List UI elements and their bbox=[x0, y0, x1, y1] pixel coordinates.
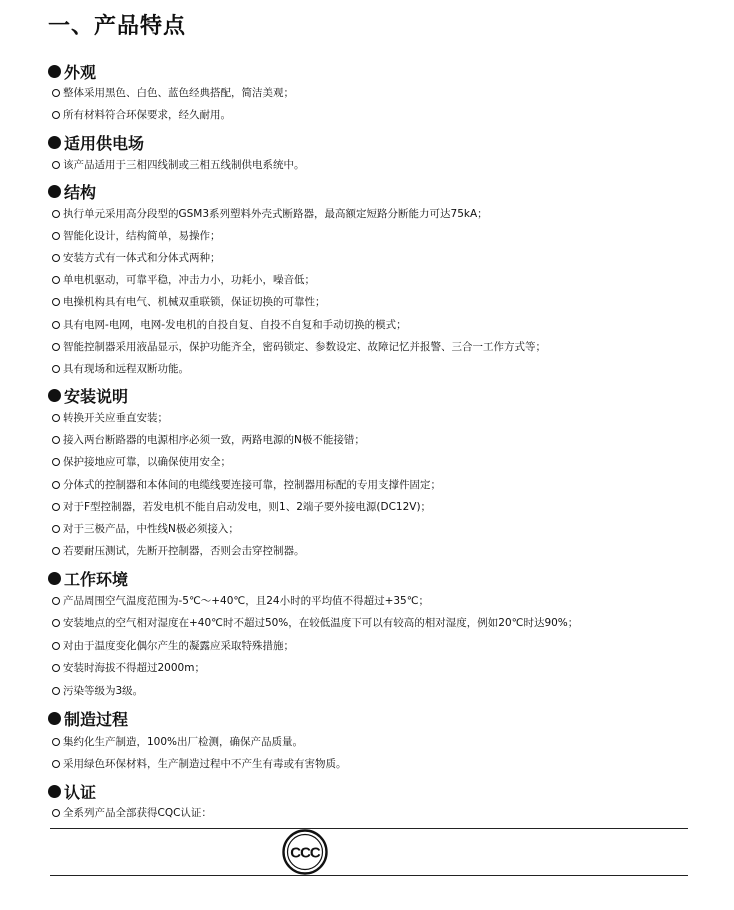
section-heading-label: 认证 bbox=[64, 783, 97, 802]
list-item-text: 智能化设计，结构简单，易操作； bbox=[63, 230, 221, 242]
circle-bullet-icon bbox=[52, 547, 60, 555]
list-item-text: 采用绿色环保材料，生产制造过程中不产生有毒或有害物质。 bbox=[63, 758, 347, 770]
bullet-dot-icon bbox=[48, 185, 61, 198]
list-item-text: 污染等级为3级。 bbox=[63, 685, 144, 697]
list-item bbox=[52, 295, 326, 309]
section-heading-power-supply bbox=[48, 131, 144, 154]
circle-bullet-icon bbox=[52, 254, 60, 262]
bullet-dot-icon bbox=[48, 65, 61, 78]
list-item bbox=[52, 362, 189, 376]
list-item-text: 转换开关应垂直安装； bbox=[63, 412, 168, 424]
list-item bbox=[52, 411, 168, 425]
page-title: 一、产品特点 bbox=[48, 14, 187, 39]
list-item-text: 对由于温度变化偶尔产生的凝露应采取特殊措施； bbox=[63, 640, 294, 652]
section-heading-label: 适用供电场 bbox=[64, 134, 145, 153]
list-item bbox=[52, 86, 294, 100]
list-item-text: 分体式的控制器和本体间的电缆线要连接可靠，控制器用标配的专用支撑件固定； bbox=[63, 479, 441, 491]
list-item-text: 全系列产品全部获得CQC认证： bbox=[63, 807, 212, 819]
list-item-text: 安装方式有一体式和分体式两种； bbox=[63, 252, 221, 264]
circle-bullet-icon bbox=[52, 276, 60, 284]
bullet-dot-icon bbox=[48, 389, 61, 402]
bullet-dot-icon bbox=[48, 572, 61, 585]
list-item bbox=[52, 318, 407, 332]
list-item bbox=[52, 455, 231, 469]
circle-bullet-icon bbox=[52, 642, 60, 650]
section-heading-structure bbox=[48, 180, 96, 203]
list-item bbox=[52, 340, 546, 354]
circle-bullet-icon bbox=[52, 365, 60, 373]
circle-bullet-icon bbox=[52, 414, 60, 422]
bullet-dot-icon bbox=[48, 785, 61, 798]
circle-bullet-icon bbox=[52, 321, 60, 329]
list-item-text: 若要耐压测试，先断开控制器，否则会击穿控制器。 bbox=[63, 545, 305, 557]
list-item bbox=[52, 478, 441, 492]
list-item bbox=[52, 684, 143, 698]
circle-bullet-icon bbox=[52, 760, 60, 768]
circle-bullet-icon bbox=[52, 664, 60, 672]
list-item bbox=[52, 639, 294, 653]
list-item bbox=[52, 229, 221, 243]
circle-bullet-icon bbox=[52, 619, 60, 627]
list-item-text: 安装地点的空气相对湿度在+40℃时不超过50%，在较低温度下可以有较高的相对湿度，例如20℃时达90%； bbox=[63, 617, 579, 629]
circle-bullet-icon bbox=[52, 436, 60, 444]
list-item-text: 产品周围空气温度范围为-5℃～+40℃，且24小时的平均值不得超过+35℃； bbox=[63, 595, 430, 607]
list-item bbox=[52, 207, 488, 221]
list-item-text: 安装时海拔不得超过2000m； bbox=[63, 662, 205, 674]
section-heading-label: 结构 bbox=[64, 183, 97, 202]
list-item-text: 单电机驱动，可靠平稳，冲击力小，功耗小，噪音低； bbox=[63, 274, 315, 286]
list-item-text: 电操机构具有电气、机械双重联锁，保证切换的可靠性； bbox=[63, 296, 326, 308]
circle-bullet-icon bbox=[52, 525, 60, 533]
circle-bullet-icon bbox=[52, 232, 60, 240]
divider-top bbox=[50, 828, 688, 829]
list-item bbox=[52, 433, 365, 447]
ccc-logo-text: CCC bbox=[290, 844, 320, 862]
list-item bbox=[52, 616, 578, 630]
circle-bullet-icon bbox=[52, 458, 60, 466]
circle-bullet-icon bbox=[52, 597, 60, 605]
list-item bbox=[52, 544, 305, 558]
circle-bullet-icon bbox=[52, 687, 60, 695]
list-item-text: 具有现场和远程双断功能。 bbox=[63, 363, 189, 375]
circle-bullet-icon bbox=[52, 481, 60, 489]
list-item bbox=[52, 735, 303, 749]
list-item bbox=[52, 273, 315, 287]
section-heading-label: 外观 bbox=[64, 63, 97, 82]
circle-bullet-icon bbox=[52, 210, 60, 218]
bullet-dot-icon bbox=[48, 136, 61, 149]
list-item-text: 集约化生产制造，100%出厂检测，确保产品质量。 bbox=[63, 736, 304, 748]
circle-bullet-icon bbox=[52, 343, 60, 351]
circle-bullet-icon bbox=[52, 298, 60, 306]
circle-bullet-icon bbox=[52, 738, 60, 746]
list-item-text: 对于三极产品，中性线N极必须接入； bbox=[63, 523, 239, 535]
list-item bbox=[52, 594, 429, 608]
list-item-text: 整体采用黑色、白色、蓝色经典搭配，简洁美观； bbox=[63, 87, 294, 99]
list-item-text: 具有电网-电网，电网-发电机的自投自复、自投不自复和手动切换的模式； bbox=[63, 319, 407, 331]
list-item-text: 执行单元采用高分段型的GSM3系列塑料外壳式断路器，最高额定短路分断能力可达75kA； bbox=[63, 208, 488, 220]
list-item-text: 保护接地应可靠，以确保使用安全； bbox=[63, 456, 231, 468]
list-item bbox=[52, 661, 205, 675]
circle-bullet-icon bbox=[52, 161, 60, 169]
divider-bottom bbox=[50, 875, 688, 876]
list-item-text: 接入两台断路器的电源相序必须一致，两路电源的N极不能接错； bbox=[63, 434, 365, 446]
circle-bullet-icon bbox=[52, 89, 60, 97]
section-heading-installation bbox=[48, 384, 128, 407]
section-heading-appearance bbox=[48, 60, 96, 83]
section-heading-manufacturing bbox=[48, 707, 128, 730]
list-item bbox=[52, 251, 221, 265]
section-heading-label: 工作环境 bbox=[64, 570, 129, 589]
bullet-dot-icon bbox=[48, 712, 61, 725]
ccc-certification-logo bbox=[282, 829, 328, 875]
list-item bbox=[52, 500, 431, 514]
list-item-text: 智能控制器采用液晶显示，保护功能齐全，密码锁定、参数设定、故障记忆并报警、三合一工作方式等； bbox=[63, 341, 546, 353]
list-item bbox=[52, 522, 239, 536]
list-item bbox=[52, 108, 231, 122]
section-heading-label: 制造过程 bbox=[64, 710, 129, 729]
section-heading-label: 安装说明 bbox=[64, 387, 129, 406]
circle-bullet-icon bbox=[52, 809, 60, 817]
list-item bbox=[52, 158, 305, 172]
section-heading-environment bbox=[48, 567, 128, 590]
list-item bbox=[52, 757, 347, 771]
circle-bullet-icon bbox=[52, 111, 60, 119]
section-heading-certification bbox=[48, 780, 96, 803]
circle-bullet-icon bbox=[52, 503, 60, 511]
list-item bbox=[52, 806, 212, 820]
list-item-text: 对于F型控制器，若发电机不能自启动发电，则1、2端子要外接电源(DC12V)； bbox=[63, 501, 432, 513]
list-item-text: 该产品适用于三相四线制或三相五线制供电系统中。 bbox=[63, 159, 305, 171]
list-item-text: 所有材料符合环保要求，经久耐用。 bbox=[63, 109, 231, 121]
